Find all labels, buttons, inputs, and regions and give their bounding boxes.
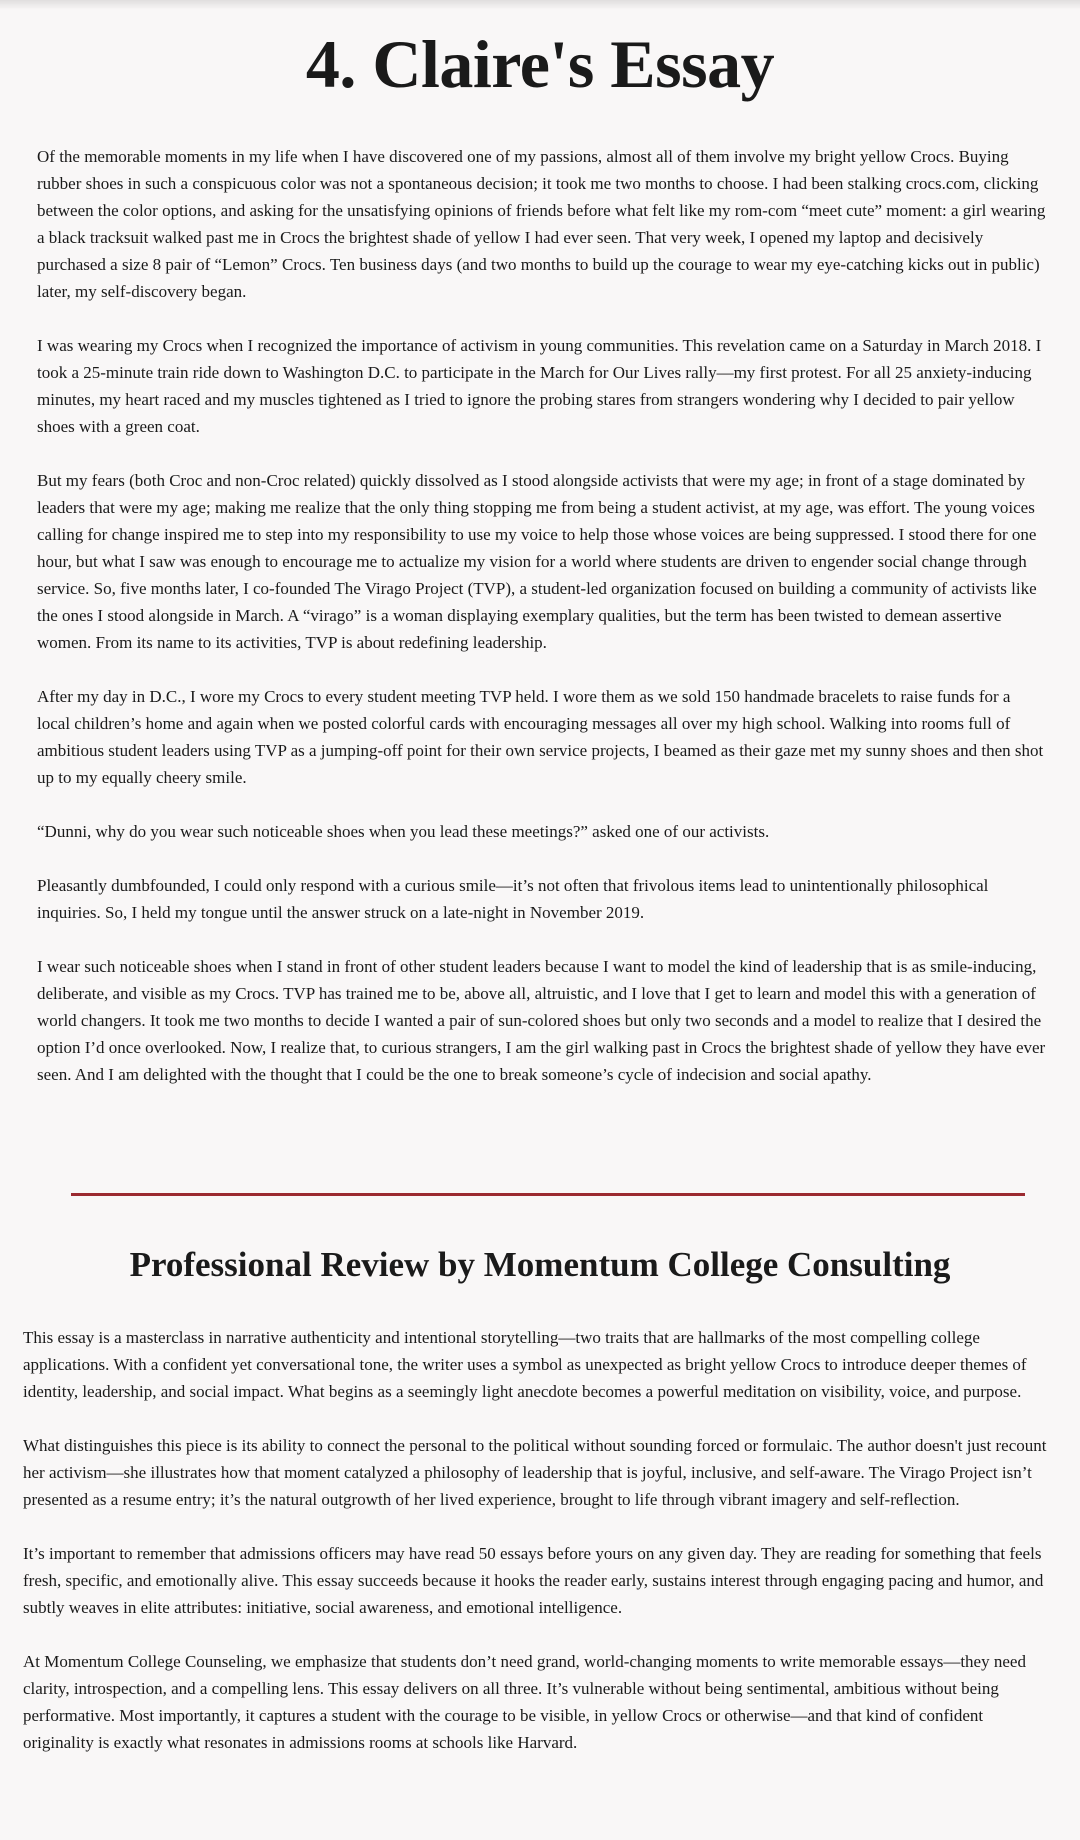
essay-paragraph: Of the memorable moments in my life when I have discovered one of my passions, almost all of them involve my bright yellow Crocs. Buying rubber shoes in such a conspicuous color was not a spontaneous decision; it took me two months to choose. I had been stalking crocs.com, clicking between the color options, and asking for the unsatisfying opinions of friends before what felt like my rom-com “meet cute” moment: a girl wearing a black tracksuit walked past me in Crocs the brightest shade of yellow I had ever seen. That very week, I opened my laptop and decisively purchased a size 8 pair of “Lemon” Crocs. Ten business days (and two months to build up the courage to wear my eye-catching kicks out in public) later, my self-discovery began.	[37, 147, 1046, 301]
review-paragraph: It’s important to remember that admissions officers may have read 50 essays before yours on any given day. They are reading for something that feels fresh, specific, and emotionally alive. This essay succeeds because it hooks the reader early, sustains interest through engaging pacing and humor, and subtly weaves in elite attributes: initiative, social awareness, and emotional intelligence.	[23, 1544, 1044, 1617]
review-title: Professional Review by Momentum College Consulting	[129, 1245, 951, 1284]
review-paragraph: At Momentum College Counseling, we emphasize that students don’t need grand, world-changing moments to write memorable essays—they need clarity, introspection, and a compelling lens. This essay delivers on all three. It’s vulnerable without being sentimental, ambitious without being performative. Most importantly, it captures a student with the courage to be visible, in yellow Crocs or otherwise—and that kind of confident originality is exactly what resonates in admissions rooms at schools like Harvard.	[23, 1652, 1026, 1752]
top-shadow	[0, 0, 1080, 10]
essay-body	[37, 143, 1047, 1115]
essay-paragraph: Pleasantly dumbfounded, I could only respond with a curious smile—it’s not often that frivolous items lead to unintentionally philosophical inquiries. So, I held my tongue until the answer struck on a late-night in November 2019.	[37, 876, 989, 922]
review-paragraph: This essay is a masterclass in narrative authenticity and intentional storytelling—two traits that are hallmarks of the most compelling college applications. With a confident yet conversational tone, the writer uses a symbol as unexpected as bright yellow Crocs to introduce deeper themes of identity, leadership, and social impact. What begins as a seemingly light anecdote becomes a powerful meditation on visibility, voice, and purpose.	[23, 1328, 1027, 1401]
essay-paragraph: I wear such noticeable shoes when I stand in front of other student leaders because I want to model the kind of leadership that is as smile-inducing, deliberate, and visible as my Crocs. TVP has trained me to be, above all, altruistic, and I love that I get to learn and model this with a generation of world changers. It took me two months to decide I wanted a pair of sun-colored shoes but only two seconds and a model to realize that I desired the option I’d once overlooked. Now, I realize that, to curious strangers, I am the girl walking past in Crocs the brightest shade of yellow they have ever seen. And I am delighted with the thought that I could be the one to break someone’s cycle of indecision and social apathy.	[37, 957, 1046, 1084]
essay-paragraph: But my fears (both Croc and non-Croc related) quickly dissolved as I stood alongside activists that were my age; in front of a stage dominated by leaders that were my age; making me realize that the only thing stopping me from being a student activist, at my age, was effort. The young voices calling for change inspired me to step into my responsibility to use my voice to help those whose voices are being suppressed. I stood there for one hour, but what I saw was enough to encourage me to actualize my vision for a world where students are driven to engender social change through service. So, five months later, I co-founded The Virago Project (TVP), a student-led organization focused on building a community of activists like the ones I stood alongside in March. A “virago” is a woman displaying exemplary qualities, but the term has been twisted to demean assertive women. From its name to its activities, TVP is about redefining leadership.	[37, 471, 1037, 652]
essay-paragraph: “Dunni, why do you wear such noticeable shoes when you lead these meetings?” asked one of our activists.	[37, 822, 770, 841]
review-body	[23, 1324, 1057, 1783]
essay-paragraph: After my day in D.C., I wore my Crocs to every student meeting TVP held. I wore them as we sold 150 handmade bracelets to raise funds for a local children’s home and again when we posted colorful cards with encouraging messages all over my high school. Walking into rooms full of ambitious student leaders using TVP as a jumping-off point for their own service projects, I beamed as their gaze met my sunny shoes and then shot up to my equally cheery smile.	[37, 687, 1044, 787]
essay-paragraph: I was wearing my Crocs when I recognized the importance of activism in young communities. This revelation came on a Saturday in March 2018. I took a 25-minute train ride down to Washington D.C. to participate in the March for Our Lives rally—my first protest. For all 25 anxiety-inducing minutes, my heart raced and my muscles tightened as I tried to ignore the probing stares from strangers wondering why I decided to pair yellow shoes with a green coat.	[37, 336, 1042, 436]
essay-title: 4. Claire's Essay	[305, 26, 775, 102]
review-paragraph: What distinguishes this piece is its ability to connect the personal to the political without sounding forced or formulaic. The author doesn't just recount her activism—she illustrates how that moment catalyzed a philosophy of leadership that is joyful, inclusive, and self-aware. The Virago Project isn’t presented as a resume entry; it’s the natural outgrowth of her lived experience, brought to life through vibrant imagery and self-reflection.	[23, 1436, 1047, 1509]
section-divider	[71, 1193, 1025, 1196]
